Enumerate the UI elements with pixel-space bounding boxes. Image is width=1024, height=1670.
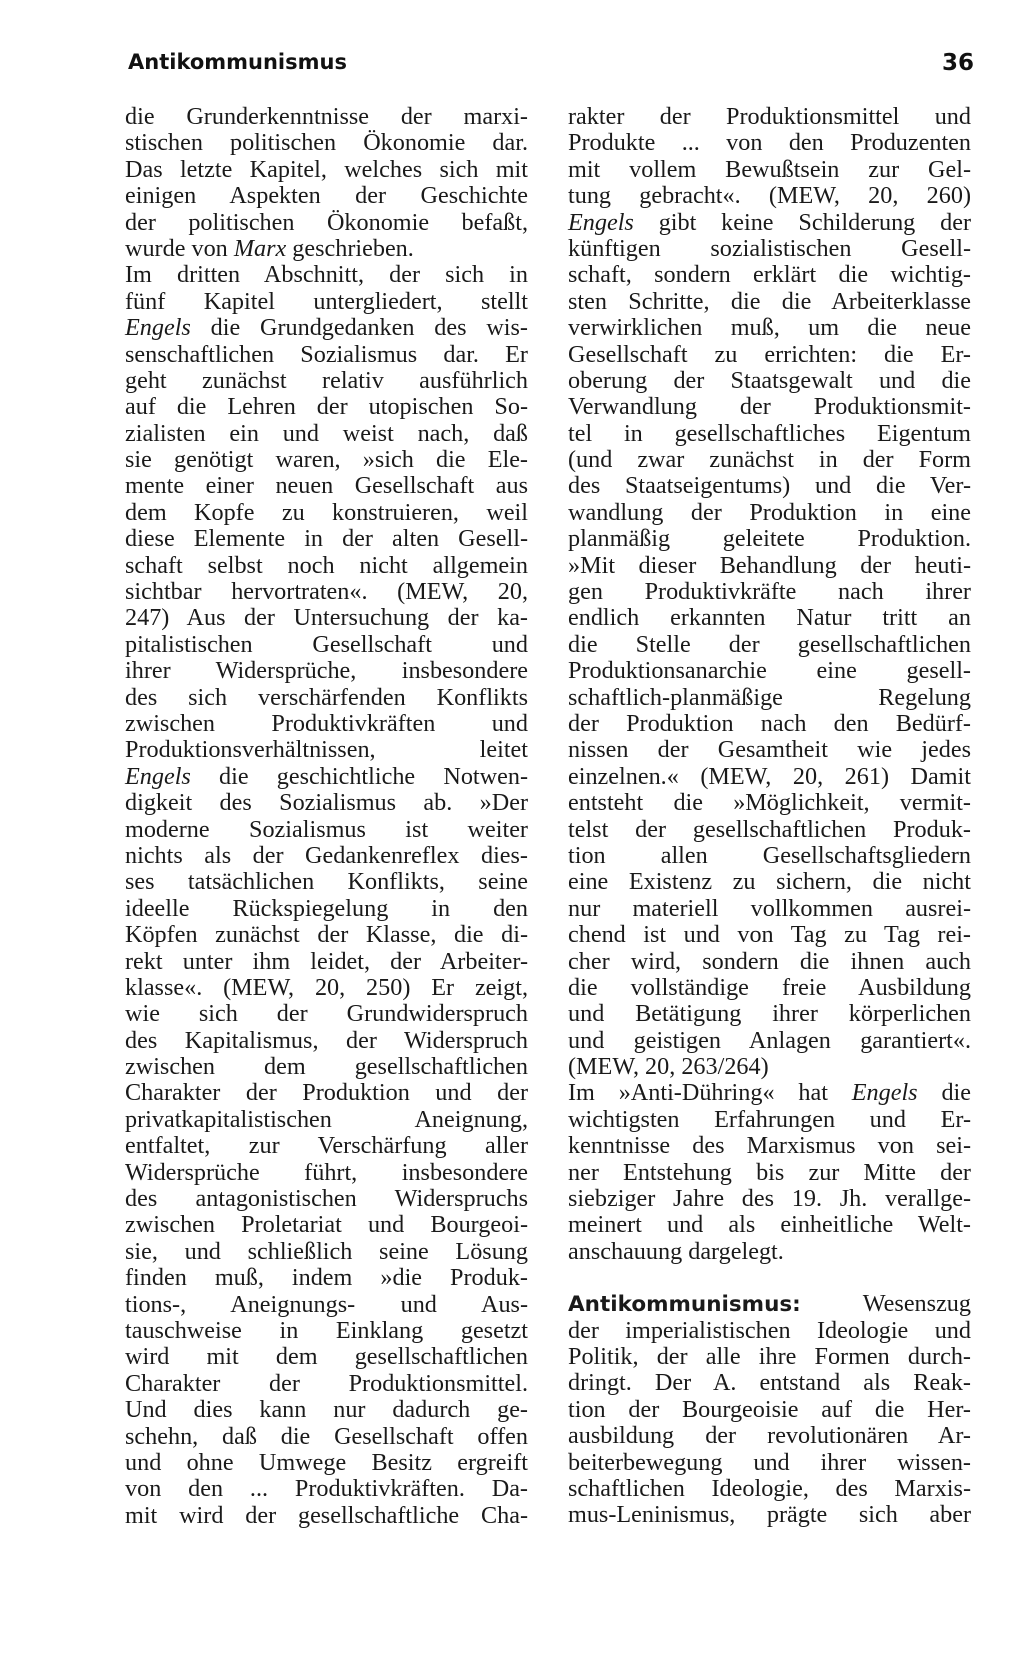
line-text: und Betätigung ihrer körperlichen xyxy=(568,1000,971,1028)
text-line xyxy=(568,896,971,922)
text-line xyxy=(125,210,528,236)
text-line xyxy=(125,1292,528,1318)
line-text: Politik, der alle ihre Formen durch- xyxy=(568,1342,971,1370)
line-text: dringt. Der A. entstand als Reak- xyxy=(568,1369,971,1397)
line-text: der imperialistischen Ideologie und xyxy=(568,1316,971,1344)
text-line xyxy=(568,1028,971,1054)
line-text: meinert und als einheitliche Welt- xyxy=(568,1211,971,1239)
line-text: Das letzte Kapitel, welches sich mit xyxy=(125,155,528,183)
line-text: des antagonistischen Widerspruchs xyxy=(125,1185,528,1213)
line-text: schehn, daß die Gesellschaft offen xyxy=(125,1422,528,1450)
line-text: ideelle Rückspiegelung in den xyxy=(125,894,528,922)
text-line xyxy=(568,711,971,737)
line-text: siebziger Jahre des 19. Jh. verallge- xyxy=(568,1185,971,1213)
line-text: gen Produktivkräfte nach ihrer xyxy=(568,578,971,606)
line-text: Gesellschaft zu errichten: die Er- xyxy=(568,340,971,368)
text-line xyxy=(125,1239,528,1265)
text-line xyxy=(568,579,971,605)
text-line xyxy=(125,764,528,790)
line-text: nissen der Gesamtheit wie jedes xyxy=(568,736,971,764)
line-text: tel in gesellschaftliches Eigentum xyxy=(568,419,971,447)
text-line xyxy=(568,1318,971,1344)
text-line xyxy=(568,869,971,895)
line-text: mit wird der gesellschaftliche Cha- xyxy=(125,1501,528,1529)
line-text: auf die Lehren der utopischen So- xyxy=(125,393,528,421)
text-line xyxy=(125,500,528,526)
text-line xyxy=(125,421,528,447)
line-text: wie sich der Grundwiderspruch xyxy=(125,1000,528,1028)
text-line xyxy=(125,922,528,948)
text-line xyxy=(568,104,971,130)
line-text: Produktionsanarchie eine gesell- xyxy=(568,657,971,685)
line-text: chend ist und von Tag zu Tag rei- xyxy=(568,921,971,949)
line-text: entsteht die »Möglichkeit, vermit- xyxy=(568,789,971,817)
line-text: privatkapitalistischen Aneignung, xyxy=(125,1105,528,1133)
line-text: die Grunderkenntnisse der marxi- xyxy=(125,103,528,130)
line-text: mit vollem Bewußtsein zur Gel- xyxy=(568,155,971,183)
text-line xyxy=(568,1239,971,1265)
text-line xyxy=(125,342,528,368)
line-text: tauschweise in Einklang gesetzt xyxy=(125,1316,528,1344)
text-line xyxy=(568,1423,971,1449)
text-line xyxy=(125,1001,528,1027)
line-text: Und dies kann nur dadurch ge- xyxy=(125,1396,528,1424)
line-text: cher wird, sondern die ihnen auch xyxy=(568,947,971,975)
line-text: ihrer Widersprüche, insbesondere xyxy=(125,657,528,685)
italic-name: Engels xyxy=(125,762,191,790)
text-line xyxy=(125,869,528,895)
text-line xyxy=(125,104,528,130)
text-line xyxy=(568,421,971,447)
line-text: schaftlich-planmäßige Regelung xyxy=(568,683,971,711)
line-text: gibt keine Schilderung der xyxy=(633,208,971,236)
text-line xyxy=(125,1265,528,1291)
text-line xyxy=(568,157,971,183)
text-line xyxy=(568,526,971,552)
text-line xyxy=(125,949,528,975)
text-line xyxy=(125,1080,528,1106)
text-line xyxy=(125,1133,528,1159)
line-text: die Grundgedanken des wis- xyxy=(190,314,528,342)
line-text: von den ... Produktivkräften. Da- xyxy=(125,1475,528,1503)
line-text: Wesenszug xyxy=(800,1290,971,1318)
text-line xyxy=(568,1133,971,1159)
line-text: des Staatseigentums) und die Ver- xyxy=(568,472,971,500)
line-text: die vollständige freie Ausbildung xyxy=(568,973,971,1001)
text-line xyxy=(568,922,971,948)
line-text: »Mit dieser Behandlung der heuti- xyxy=(568,551,971,579)
text-line xyxy=(568,183,971,209)
line-text: digkeit des Sozialismus ab. »Der xyxy=(125,789,528,817)
line-text: und geistigen Anlagen garantiert«. xyxy=(568,1026,971,1054)
line-text: entfaltet, zur Verschärfung aller xyxy=(125,1132,528,1160)
text-line xyxy=(568,262,971,288)
text-line xyxy=(568,1107,971,1133)
line-text: des sich verschärfenden Konflikts xyxy=(125,683,528,711)
text-line xyxy=(568,1344,971,1370)
line-text: die xyxy=(917,1079,971,1107)
text-line xyxy=(568,949,971,975)
line-text: (und zwar zunächst in der Form xyxy=(568,446,971,474)
text-line xyxy=(125,1397,528,1423)
text-line xyxy=(568,975,971,1001)
line-text: verwirklichen muß, um die neue xyxy=(568,314,971,342)
line-text: Charakter der Produktionsmittel. xyxy=(125,1369,528,1397)
text-line xyxy=(125,368,528,394)
line-text: anschauung dargelegt. xyxy=(568,1237,784,1265)
text-line xyxy=(125,896,528,922)
text-line xyxy=(125,817,528,843)
line-text: nur materiell vollkommen ausrei- xyxy=(568,894,971,922)
line-text: fünf Kapitel untergliedert, stellt xyxy=(125,287,528,315)
line-text: einigen Aspekten der Geschichte xyxy=(125,182,528,210)
line-text: tion der Bourgeoisie auf die Her- xyxy=(568,1395,971,1423)
text-line xyxy=(568,605,971,631)
line-text: klasse«. (MEW, 20, 250) Er zeigt, xyxy=(125,973,528,1001)
text-line xyxy=(568,1502,971,1528)
running-header xyxy=(128,48,974,88)
text-line xyxy=(568,843,971,869)
text-line xyxy=(125,553,528,579)
text-line xyxy=(568,447,971,473)
line-text: diese Elemente in der alten Gesell- xyxy=(125,525,528,553)
text-line xyxy=(125,473,528,499)
right-text-column xyxy=(568,104,971,1529)
text-line xyxy=(568,632,971,658)
line-text: kenntnisse des Marxismus von sei- xyxy=(568,1132,971,1160)
line-text: die geschichtliche Notwen- xyxy=(190,762,528,790)
line-text: schaft, sondern erklärt die wichtig- xyxy=(568,261,971,289)
text-line xyxy=(568,658,971,684)
running-head-title: Antikommunismus xyxy=(128,50,347,74)
line-text: ner Entstehung bis zur Mitte der xyxy=(568,1158,971,1186)
line-text: schaft selbst noch nicht allgemein xyxy=(125,551,528,579)
text-line xyxy=(568,342,971,368)
text-line xyxy=(568,764,971,790)
page-number: 36 xyxy=(941,50,974,76)
text-line xyxy=(125,711,528,737)
line-text: (MEW, 20, 263/264) xyxy=(568,1053,769,1081)
text-line xyxy=(568,790,971,816)
text-line xyxy=(125,843,528,869)
line-text: Im »Anti-Dühring« hat xyxy=(568,1079,852,1107)
text-line xyxy=(568,1080,971,1106)
text-line xyxy=(568,130,971,156)
text-line xyxy=(568,553,971,579)
line-text: tions-, Aneignungs- und Aus- xyxy=(125,1290,528,1318)
line-text: schaftlichen Ideologie, des Marxis- xyxy=(568,1474,971,1502)
line-text: einzelnen.« (MEW, 20, 261) Damit xyxy=(568,762,971,790)
text-line xyxy=(568,1397,971,1423)
line-text: zwischen Proletariat und Bourgeoi- xyxy=(125,1211,528,1239)
text-line xyxy=(568,315,971,341)
text-line xyxy=(125,1344,528,1370)
italic-name: Engels xyxy=(851,1079,918,1107)
line-text: Charakter der Produktion und der xyxy=(125,1079,528,1107)
line-text: Köpfen zunächst der Klasse, die di- xyxy=(125,921,528,949)
line-text: sten Schritte, die die Arbeiterklasse xyxy=(568,287,971,315)
line-text: mus-Leninismus, prägte sich aber xyxy=(568,1501,971,1529)
line-text: 247) Aus der Untersuchung der ka- xyxy=(125,604,528,632)
line-text: dem Kopfe zu konstruieren, weil xyxy=(125,498,528,526)
line-text: zwischen Produktivkräften und xyxy=(125,709,528,737)
line-text: sie, und schließlich seine Lösung xyxy=(125,1237,528,1265)
line-text: rakter der Produktionsmittel und xyxy=(568,103,971,130)
text-line xyxy=(568,1160,971,1186)
left-text-column xyxy=(125,104,528,1529)
text-line xyxy=(125,1160,528,1186)
line-text: Verwandlung der Produktionsmit- xyxy=(568,393,971,421)
line-text: Widersprüche führt, insbesondere xyxy=(125,1158,528,1186)
line-text: wichtigsten Erfahrungen und Er- xyxy=(568,1105,971,1133)
text-line xyxy=(125,289,528,315)
line-text: tung gebracht«. (MEW, 20, 260) xyxy=(568,182,971,210)
text-line xyxy=(125,315,528,341)
line-text: des Kapitalismus, der Widerspruch xyxy=(125,1026,528,1054)
entry-headword: Antikommunismus: xyxy=(568,1292,801,1318)
text-line xyxy=(568,368,971,394)
text-line xyxy=(125,737,528,763)
line-text: telst der gesellschaftlichen Produk- xyxy=(568,815,971,843)
text-line xyxy=(125,790,528,816)
text-line xyxy=(125,1503,528,1529)
text-line xyxy=(568,1186,971,1212)
line-text: senschaftlichen Sozialismus dar. Er xyxy=(125,340,528,368)
text-line xyxy=(568,236,971,262)
line-text: künftigen sozialistischen Gesell- xyxy=(568,234,971,262)
text-line xyxy=(125,1054,528,1080)
line-text: wird mit dem gesellschaftlichen xyxy=(125,1343,528,1371)
text-line xyxy=(125,236,528,262)
text-line xyxy=(125,1424,528,1450)
text-line xyxy=(568,210,971,236)
line-text: endlich erkannten Natur tritt an xyxy=(568,604,971,632)
line-text: sichtbar hervortraten«. (MEW, 20, xyxy=(125,578,528,606)
text-line xyxy=(125,1450,528,1476)
line-text: rekt unter ihm leidet, der Arbeiter- xyxy=(125,947,528,975)
text-line xyxy=(125,130,528,156)
line-text: moderne Sozialismus ist weiter xyxy=(125,815,528,843)
text-line xyxy=(125,526,528,552)
text-line xyxy=(568,1001,971,1027)
text-line xyxy=(125,1318,528,1344)
line-text: beiterbewegung und ihrer wissen- xyxy=(568,1448,971,1476)
italic-name: Engels xyxy=(568,208,634,236)
text-line xyxy=(568,1054,971,1080)
line-text: die Stelle der gesellschaftlichen xyxy=(568,630,971,658)
text-line xyxy=(125,447,528,473)
text-line xyxy=(568,473,971,499)
text-line xyxy=(125,975,528,1001)
line-text: eine Existenz zu sichern, die nicht xyxy=(568,868,971,896)
line-text: geht zunächst relativ ausführlich xyxy=(125,366,528,394)
line-text: wurde von xyxy=(125,234,234,262)
line-text: zialisten ein und weist nach, daß xyxy=(125,419,528,447)
text-line xyxy=(568,737,971,763)
line-text: Produktionsverhältnissen, leitet xyxy=(125,736,528,764)
text-line xyxy=(568,1291,971,1317)
line-text: stischen politischen Ökonomie dar. xyxy=(125,129,528,157)
line-text: wandlung der Produktion in eine xyxy=(568,498,971,526)
line-text: der politischen Ökonomie befaßt, xyxy=(125,208,528,236)
text-line xyxy=(125,183,528,209)
paragraph-gap xyxy=(568,1265,971,1291)
line-text: oberung der Staatsgewalt und die xyxy=(568,366,971,394)
text-line xyxy=(568,817,971,843)
line-text: mente einer neuen Gesellschaft aus xyxy=(125,472,528,500)
line-text: planmäßig geleitete Produktion. xyxy=(568,525,971,553)
line-text: pitalistischen Gesellschaft und xyxy=(125,630,528,658)
text-line xyxy=(125,1371,528,1397)
line-text: ausbildung der revolutionären Ar- xyxy=(568,1422,971,1450)
text-line xyxy=(125,658,528,684)
text-line xyxy=(568,1212,971,1238)
text-line xyxy=(568,1476,971,1502)
line-text: sie genötigt waren, »sich die Ele- xyxy=(125,446,528,474)
text-line xyxy=(125,157,528,183)
italic-name: Engels xyxy=(125,314,191,342)
text-line xyxy=(125,1186,528,1212)
text-line xyxy=(125,1212,528,1238)
line-text: Im dritten Abschnitt, der sich in xyxy=(125,261,528,289)
text-line xyxy=(125,1476,528,1502)
text-line xyxy=(125,579,528,605)
line-text: finden muß, indem »die Produk- xyxy=(125,1264,528,1292)
italic-name: Marx xyxy=(233,234,287,262)
text-line xyxy=(568,685,971,711)
line-text: ses tatsächlichen Konflikts, seine xyxy=(125,868,528,896)
line-text: zwischen dem gesellschaftlichen xyxy=(125,1053,528,1081)
text-line xyxy=(568,500,971,526)
text-line xyxy=(125,685,528,711)
line-text: tion allen Gesellschaftsgliedern xyxy=(568,841,971,869)
line-text: der Produktion nach den Bedürf- xyxy=(568,709,971,737)
text-line xyxy=(568,1450,971,1476)
line-text: Produkte ... von den Produzenten xyxy=(568,129,971,157)
line-text: und ohne Umwege Besitz ergreift xyxy=(125,1448,528,1476)
line-text: nichts als der Gedankenreflex dies- xyxy=(125,841,528,869)
text-line xyxy=(125,262,528,288)
text-line xyxy=(125,1107,528,1133)
text-line xyxy=(568,289,971,315)
line-text: geschrieben. xyxy=(286,234,414,262)
text-line xyxy=(568,1370,971,1396)
text-line xyxy=(568,394,971,420)
text-line xyxy=(125,632,528,658)
text-line xyxy=(125,605,528,631)
text-line xyxy=(125,1028,528,1054)
text-line xyxy=(125,394,528,420)
